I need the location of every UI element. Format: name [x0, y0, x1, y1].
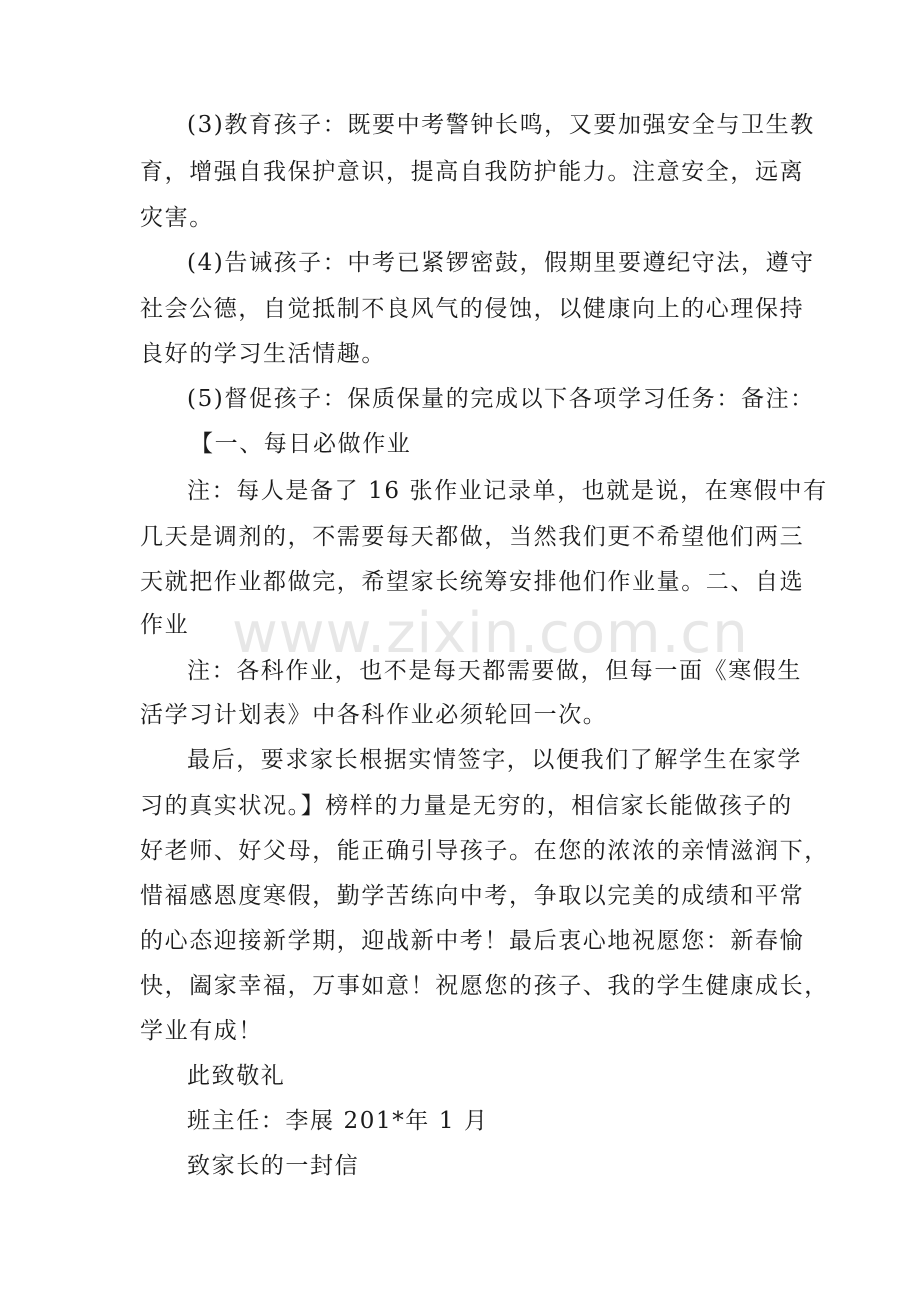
- paragraph-3-line-1: (3)教育孩子：既要中考警钟长鸣，又要加强安全与卫生教: [187, 112, 815, 138]
- note-2-line-2: 活学习计划表》中各科作业必须轮回一次。: [140, 702, 608, 728]
- closing-line-2: 习的真实状况。】榜样的力量是无穷的，相信家长能做孩子的: [140, 793, 793, 819]
- closing-line-4: 惜福感恩度寒假，勤学苦练向中考，争取以完美的成绩和平常: [140, 883, 805, 909]
- closing-line-1: 最后，要求家长根据实情签字，以便我们了解学生在家学: [187, 747, 802, 773]
- paragraph-5-line-1: (5)督促孩子：保质保量的完成以下各项学习任务：备注：: [187, 386, 815, 412]
- signature-line: 班主任：李展 201*年 1 月: [187, 1108, 489, 1134]
- note-1-line-2: 几天是调剂的，不需要每天都做，当然我们更不希望他们两三: [140, 524, 805, 550]
- closing-line-7: 学业有成！: [140, 1018, 263, 1044]
- note-1-line-1: 注：每人是备了 16 张作业记录单，也就是说，在寒假中有: [187, 478, 828, 504]
- section-one-heading: 【一、每日必做作业: [190, 431, 412, 457]
- closing-line-6: 快，阖家幸福，万事如意！祝愿您的孩子、我的学生健康成长，: [140, 973, 829, 999]
- paragraph-4-line-2: 社会公德，自觉抵制不良风气的侵蚀，以健康向上的心理保持: [140, 296, 805, 322]
- paragraph-4-line-1: (4)告诫孩子：中考已紧锣密鼓，假期里要遵纪守法，遵守: [187, 250, 815, 276]
- paragraph-3-line-2: 育，增强自我保护意识，提高自我防护能力。注意安全，远离: [140, 159, 805, 185]
- note-1-line-3: 天就把作业都做完，希望家长统筹安排他们作业量。二、自选: [140, 569, 805, 595]
- watermark: www.zixin.com.cn: [232, 601, 749, 666]
- note-1-line-4: 作业: [140, 612, 190, 638]
- paragraph-3-line-3: 灾害。: [140, 205, 214, 231]
- closing-line-5: 的心态迎接新学期，迎战新中考！最后衷心地祝愿您：新春愉: [140, 928, 805, 954]
- closing-line-3: 好老师、好父母，能正确引导孩子。在您的浓浓的亲情滋润下，: [140, 838, 829, 864]
- paragraph-4-line-3: 良好的学习生活情趣。: [140, 341, 386, 367]
- letter-title: 致家长的一封信: [187, 1153, 360, 1179]
- salutation: 此致敬礼: [187, 1063, 286, 1089]
- note-2-line-1: 注：各科作业，也不是每天都需要做，但每一面《寒假生: [187, 658, 802, 684]
